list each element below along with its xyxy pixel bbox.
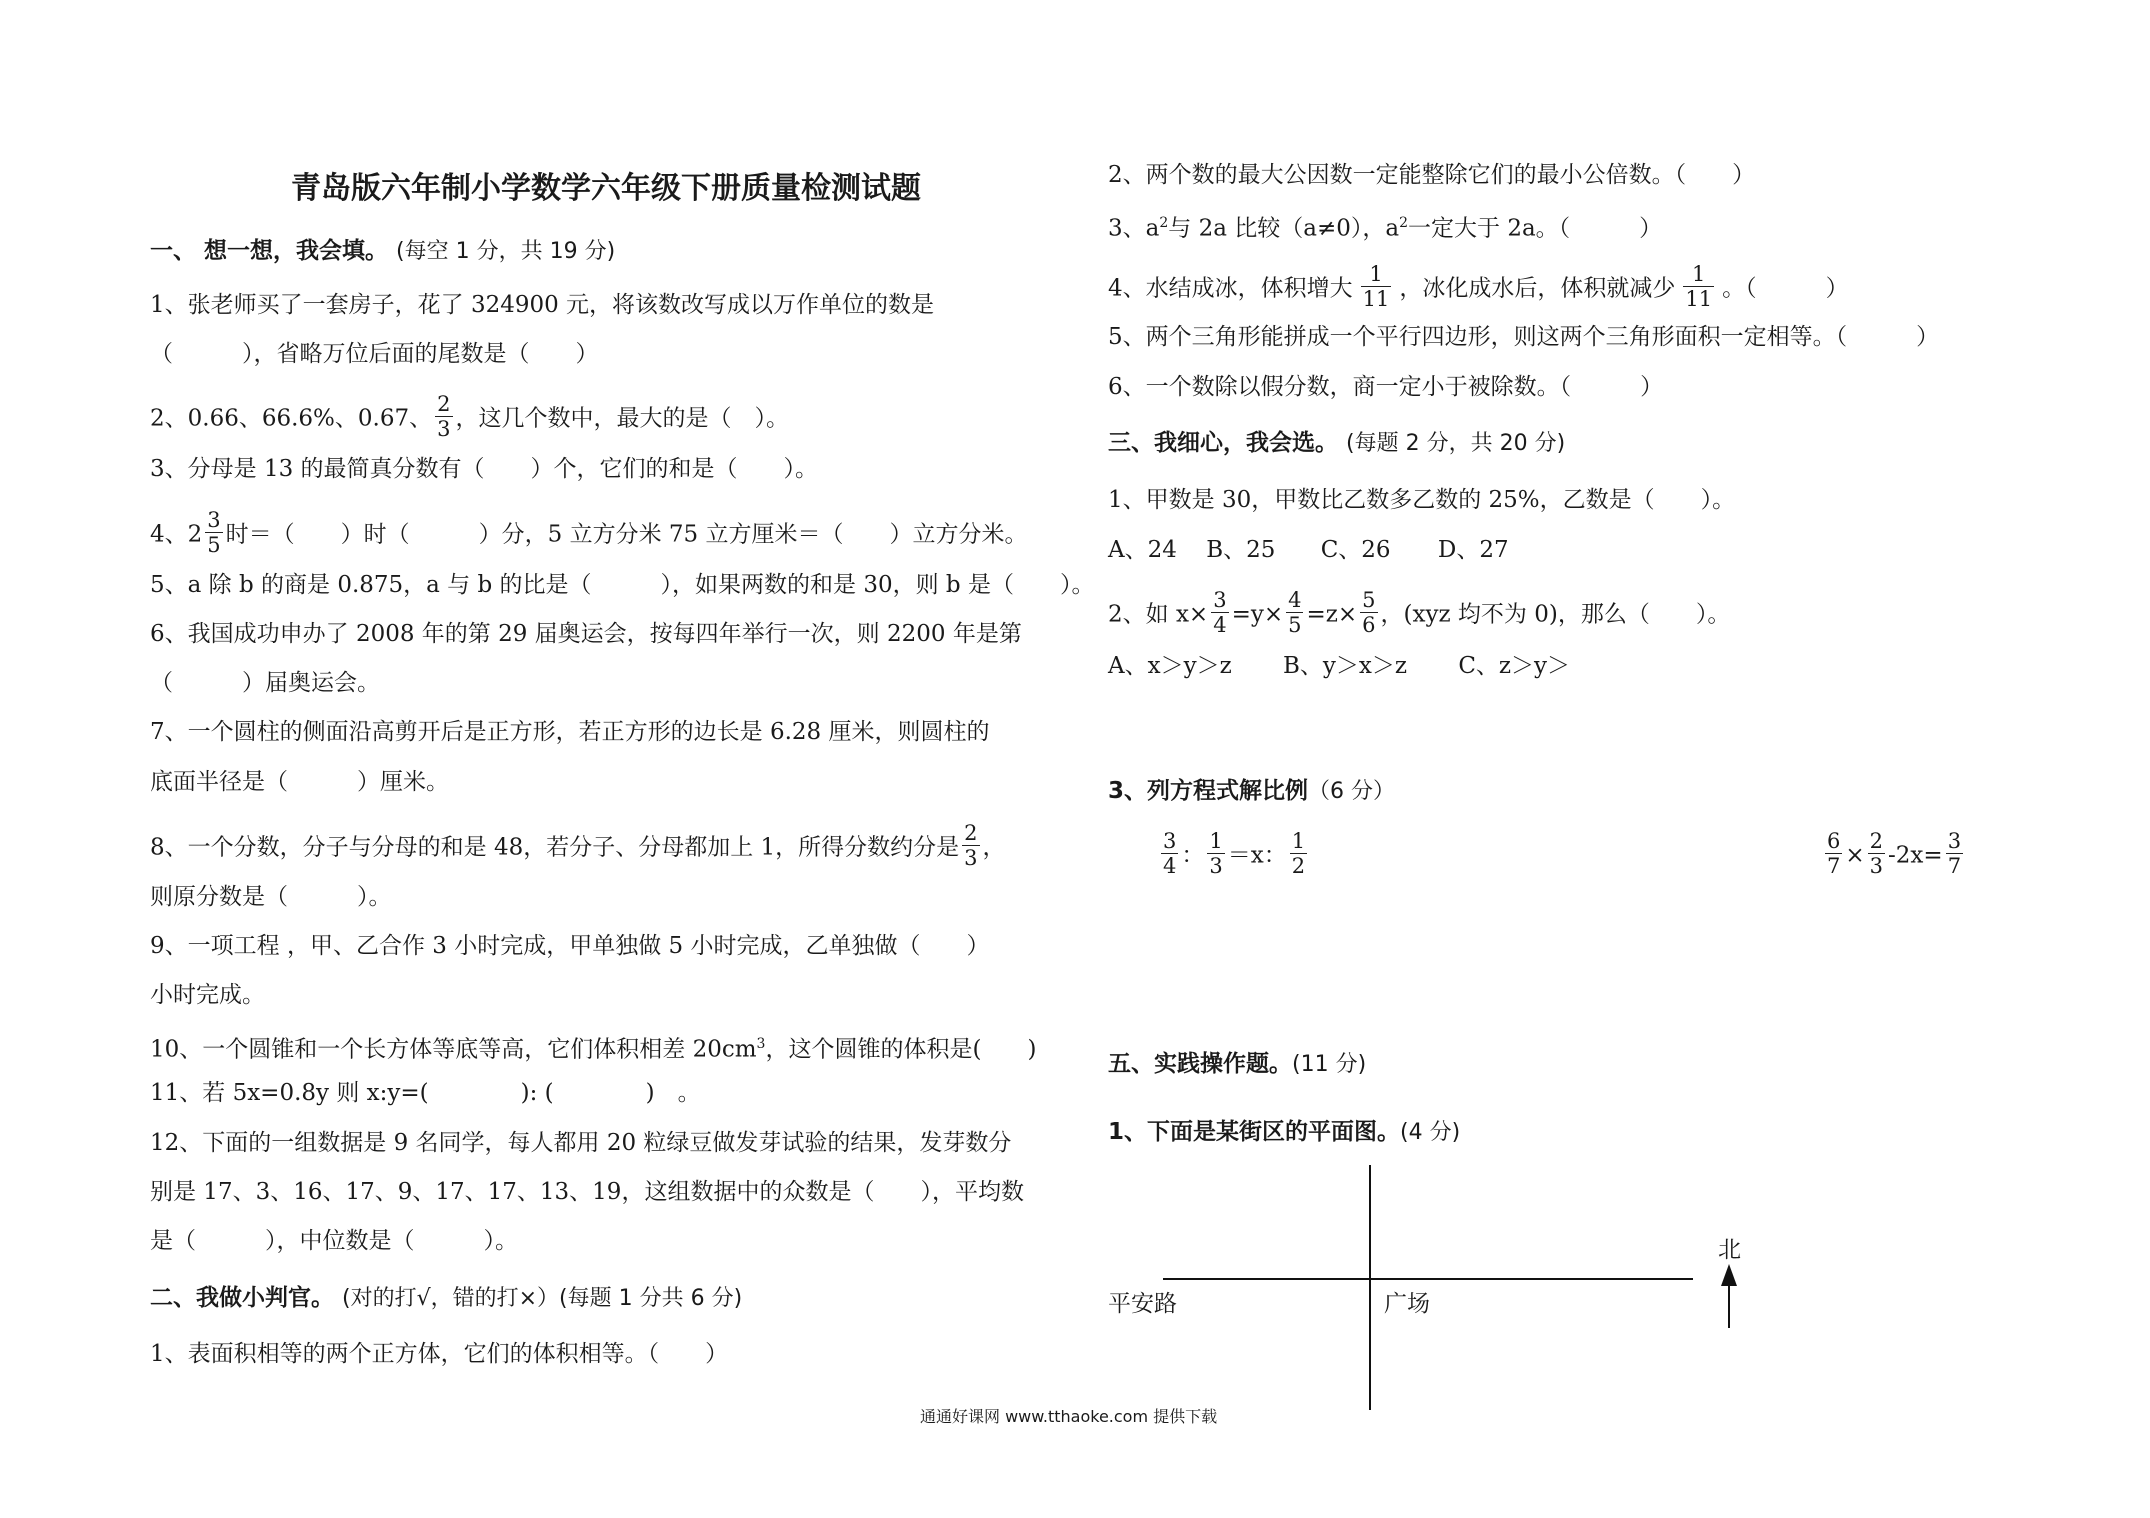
q1-9-line-b: 小时完成。 <box>150 982 265 1008</box>
fraction-den: 7 <box>1947 854 1962 878</box>
fraction-den: 11 <box>1362 287 1390 311</box>
section-5-note: (11 分) <box>1292 1052 1367 1077</box>
q1-2 <box>150 392 789 444</box>
q1-4 <box>150 508 1028 560</box>
q1-8-line-a <box>150 821 1006 873</box>
q1-10-sup: 3 <box>756 1036 766 1052</box>
fraction <box>1360 588 1377 637</box>
fraction-num: 2 <box>437 392 451 416</box>
eq1-sep1: ： <box>1181 842 1205 869</box>
map-road-label: 平安路 <box>1108 1291 1177 1317</box>
equation-1 <box>1158 829 1310 881</box>
map-north-label: 北 <box>1718 1237 1741 1263</box>
q1-10-post: ，这个圆锥的体积是( ) <box>765 1036 1037 1063</box>
section-3-note: (每题 2 分，共 20 分) <box>1346 431 1566 456</box>
q2-3-b: 与 2a 比较（a≠0），a <box>1168 215 1400 242</box>
fraction-num: 3 <box>1213 588 1227 612</box>
q3-1-option-d: D、27 <box>1437 537 1509 563</box>
fraction-num: 3 <box>207 508 221 532</box>
q1-6-line-b: （ ）届奥运会。 <box>150 670 380 696</box>
section-2-heading <box>150 1283 742 1314</box>
q3-2 <box>1108 588 1731 640</box>
q2-2: 2、两个数的最大公因数一定能整除它们的最小公倍数。（ ） <box>1108 162 1756 188</box>
eq1-sep2: ＝x： <box>1227 842 1287 869</box>
q1-2-post: ，这几个数中，最大的是（ ）。 <box>455 405 789 432</box>
q2-4-mid: ，冰化成水后，体积就减少 <box>1399 275 1676 302</box>
q1-2-pre: 2、0.66、66.6%、0.67、 <box>150 405 433 432</box>
fraction <box>1361 262 1392 311</box>
fraction-den: 2 <box>1291 854 1306 878</box>
q5-1-title: 1、下面是某街区的平面图。 <box>1108 1119 1401 1145</box>
q2-4-post: 。（ ） <box>1722 275 1849 302</box>
q2-3-a: 3、a <box>1108 215 1160 242</box>
fraction-num: 4 <box>1288 588 1302 612</box>
q2-3-c: 一定大于 2a。（ ） <box>1408 215 1663 242</box>
fraction-num: 1 <box>1361 262 1392 287</box>
fraction-den: 4 <box>1213 613 1227 637</box>
fraction <box>962 821 979 870</box>
section-4-heading <box>1108 776 1395 807</box>
q3-2-option-c: C、z＞y＞ <box>1458 653 1571 679</box>
q3-2-options <box>1108 651 1570 681</box>
q1-1-line-b: （ ），省略万位后面的尾数是（ ） <box>150 341 599 367</box>
q1-8-line-b: 则原分数是（ ）。 <box>150 884 392 910</box>
fraction-num: 3 <box>1163 829 1177 853</box>
section-4-title: 3、列方程式解比例 <box>1108 778 1309 804</box>
q5-1-heading <box>1108 1117 1460 1148</box>
q1-7-line-b: 底面半径是（ ）厘米。 <box>150 769 449 795</box>
fraction <box>1868 829 1885 878</box>
q1-11: 11、若 5x=0.8y 则 x:y=( ): ( ) 。 <box>150 1080 701 1106</box>
fraction-num: 2 <box>964 821 978 845</box>
fraction-den: 6 <box>1362 613 1376 637</box>
section-1-heading <box>150 236 615 267</box>
section-1-note: (每空 1 分，共 19 分) <box>396 239 616 264</box>
fraction-den: 11 <box>1685 287 1713 311</box>
q3-1: 1、甲数是 30，甲数比乙数多乙数的 25%，乙数是（ ）。 <box>1108 487 1736 513</box>
eq2-sep1: × <box>1845 842 1865 869</box>
q3-2-pre: 2、如 x× <box>1108 601 1209 628</box>
section-3-heading <box>1108 428 1565 459</box>
q3-1-options <box>1108 535 1509 565</box>
q1-8-pre: 8、一个分数，分子与分母的和是 48，若分子、分母都加上 1，所得分数约分是 <box>150 834 960 861</box>
q1-7-line-a: 7、一个圆柱的侧面沿高剪开后是正方形，若正方形的边长是 6.28 厘米，则圆柱的 <box>150 719 990 745</box>
q1-10 <box>150 1029 1036 1065</box>
q3-2-post: ，(xyz 均不为 0)，那么（ ）。 <box>1380 601 1731 628</box>
q1-8-post: ， <box>982 834 1006 861</box>
q1-6-line-a: 6、我国成功申办了 2008 年的第 29 届奥运会，按每四年举行一次，则 2200 年是第 <box>150 621 1022 647</box>
fraction <box>1946 829 1963 878</box>
fraction-den: 5 <box>207 533 221 557</box>
q3-2-option-b: B、y＞x＞z <box>1283 653 1407 679</box>
equation-2 <box>1822 829 1966 881</box>
map-vertical-road <box>1369 1165 1371 1410</box>
section-2-note: (对的打√，错的打×）(每题 1 分共 6 分) <box>342 1286 743 1311</box>
q1-3: 3、分母是 13 的最简真分数有（ ）个，它们的和是（ ）。 <box>150 456 819 482</box>
fraction-den: 3 <box>1209 854 1223 878</box>
q2-3-sup2: 2 <box>1399 215 1409 231</box>
q2-4 <box>1108 262 1849 314</box>
q2-3-sup1: 2 <box>1159 215 1169 231</box>
map-horizontal-road <box>1163 1278 1693 1280</box>
fraction-den: 4 <box>1163 854 1177 878</box>
section-3-title: 三、我细心，我会选。 <box>1108 430 1338 456</box>
fraction-num: 3 <box>1947 829 1962 853</box>
q3-2-m1: =y× <box>1231 601 1284 628</box>
fraction <box>1286 588 1303 637</box>
q1-5: 5、a 除 b 的商是 0.875，a 与 b 的比是（ ），如果两数的和是 30，则 b 是（ ）。 <box>150 572 1095 598</box>
section-5-heading <box>1108 1049 1366 1080</box>
fraction-den: 3 <box>1869 854 1884 878</box>
fraction-den: 3 <box>437 417 451 441</box>
fraction-num: 5 <box>1362 588 1376 612</box>
fraction-num: 6 <box>1827 829 1841 853</box>
fraction-num: 1 <box>1209 829 1223 853</box>
fraction <box>1161 829 1178 878</box>
section-4-note: （6 分） <box>1308 779 1396 804</box>
fraction-den: 7 <box>1827 854 1841 878</box>
q2-5: 5、两个三角形能拼成一个平行四边形，则这两个三角形面积一定相等。（ ） <box>1108 324 1940 350</box>
fraction <box>435 392 452 441</box>
q3-1-option-a: A、24 <box>1108 537 1177 563</box>
section-2-title: 二、我做小判官。 <box>150 1285 334 1311</box>
fraction <box>205 508 222 557</box>
eq2-sep2: -2x= <box>1888 842 1943 869</box>
q2-4-pre: 4、水结成冰，体积增大 <box>1108 275 1353 302</box>
q1-1-line-a: 1、张老师买了一套房子，花了 324900 元，将该数改写成以万作单位的数是 <box>150 292 935 318</box>
fraction-num: 1 <box>1683 262 1714 287</box>
footer-text: 通通好课网 www.tthaoke.com 提供下载 <box>920 1407 1218 1426</box>
fraction <box>1683 262 1714 311</box>
q1-10-pre: 10、一个圆锥和一个长方体等底等高，它们体积相差 20cm <box>150 1036 757 1063</box>
fraction-den: 3 <box>964 846 978 870</box>
fraction-den: 5 <box>1288 613 1302 637</box>
q3-2-option-a: A、x＞y＞z <box>1108 653 1232 679</box>
q1-12-line-a: 12、下面的一组数据是 9 名同学，每人都用 20 粒绿豆做发芽试验的结果，发芽数分 <box>150 1130 1012 1156</box>
q2-1: 1、表面积相等的两个正方体，它们的体积相等。（ ） <box>150 1341 729 1367</box>
q1-4-post: 时＝（ ）时（ ）分，5 立方分米 75 立方厘米＝（ ）立方分米。 <box>225 521 1028 548</box>
q3-1-option-b: B、25 <box>1206 537 1276 563</box>
north-arrow-shaft <box>1728 1282 1730 1328</box>
q1-9-line-a: 9、一项工程 ，甲、乙合作 3 小时完成，甲单独做 5 小时完成，乙单独做（ ） <box>150 933 990 959</box>
fraction <box>1825 829 1842 878</box>
map-square-label: 广场 <box>1384 1291 1430 1317</box>
fraction-num: 1 <box>1291 829 1306 853</box>
section-1-title: 一、 想一想，我会填。 <box>150 238 389 264</box>
fraction <box>1207 829 1224 878</box>
q3-2-m2: =z× <box>1306 601 1358 628</box>
q2-3 <box>1108 208 1662 244</box>
q5-1-note: (4 分) <box>1400 1120 1461 1145</box>
q1-12-line-c: 是（ ），中位数是（ ）。 <box>150 1228 518 1254</box>
fraction-num: 2 <box>1869 829 1884 853</box>
fraction <box>1290 829 1307 878</box>
q1-12-line-b: 别是 17、3、16、17、9、17、17、13、19，这组数据中的众数是（ ），平均数 <box>150 1179 1024 1205</box>
q1-4-pre: 4、2 <box>150 521 203 548</box>
section-5-title: 五、实践操作题。 <box>1108 1051 1292 1077</box>
fraction <box>1211 588 1228 637</box>
q2-6: 6、一个数除以假分数，商一定小于被除数。（ ） <box>1108 374 1664 400</box>
page-title: 青岛版六年制小学数学六年级下册质量检测试题 <box>291 171 921 206</box>
q3-1-option-c: C、26 <box>1320 537 1391 563</box>
